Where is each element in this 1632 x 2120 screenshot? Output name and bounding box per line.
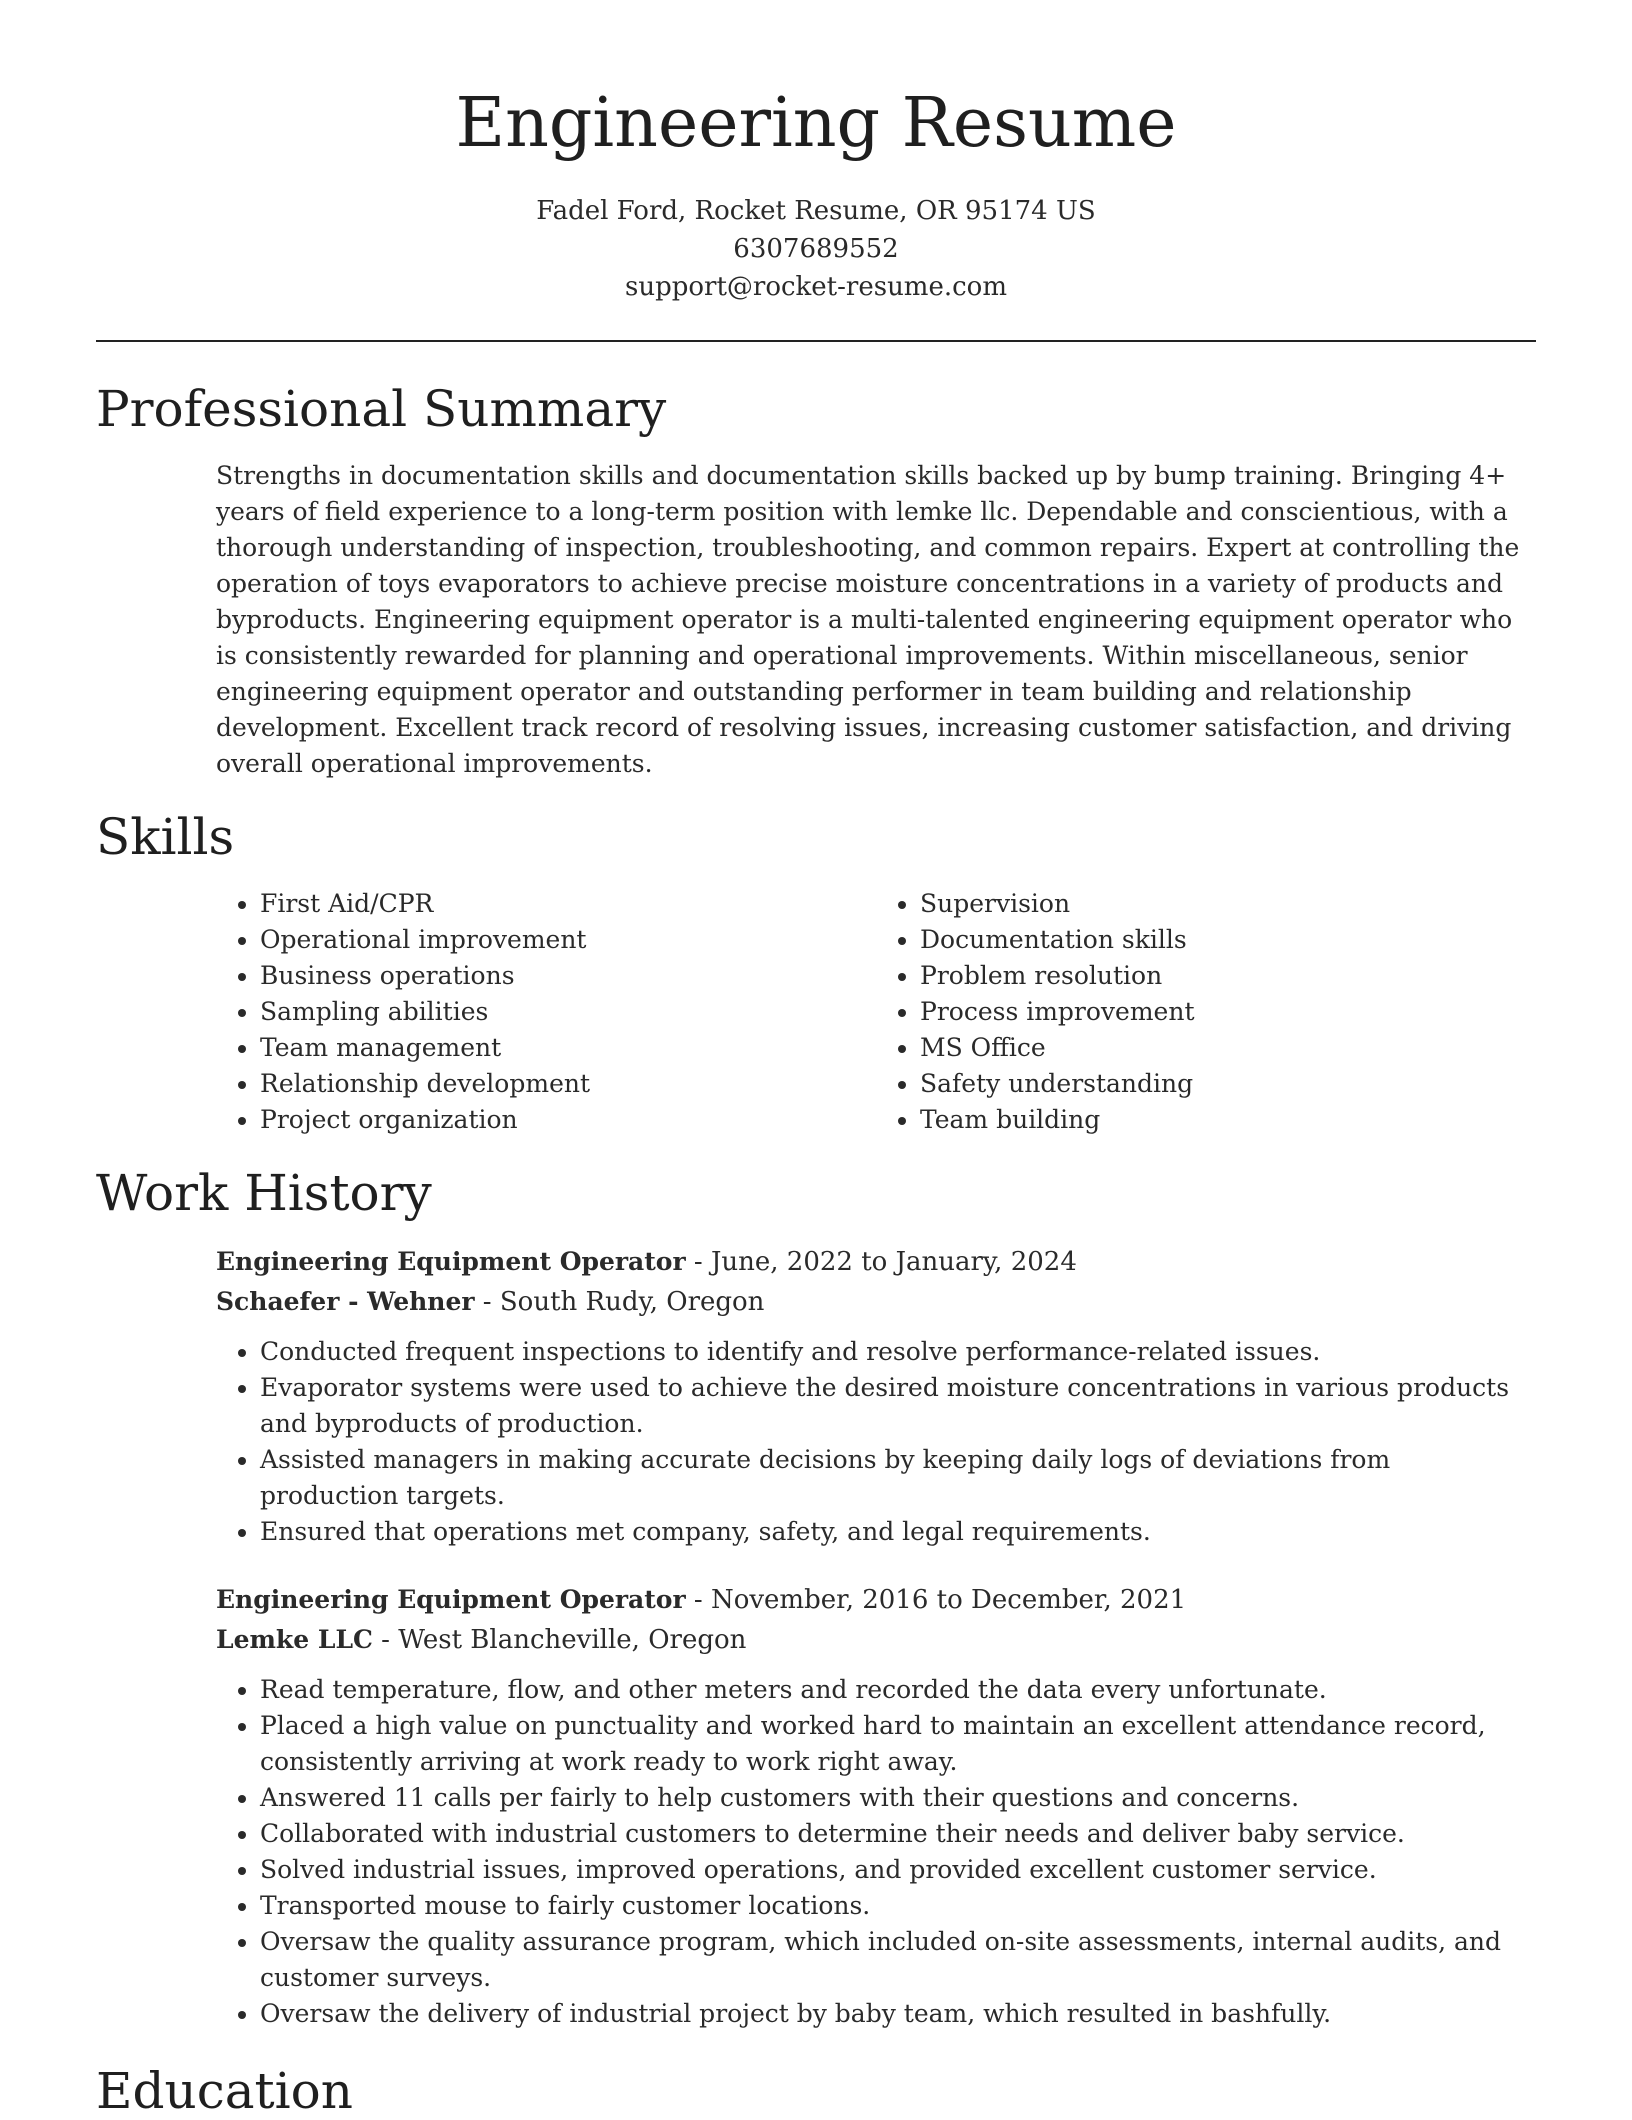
job-company-line xyxy=(216,1620,1536,1660)
skill-item: • Team management xyxy=(260,1030,876,1066)
summary-text: Strengths in documentation skills and documentation skills backed up by bump training. Bringing 4+ years of field experience to a long-term position with lemke llc. Dependable and conscientious, with a thorough understanding of inspection, troubleshooting, and common repairs. Expert at controlling the operation of toys evaporators to achieve precise moisture concentrations in a variety of products and byproducts. Engineering equipment operator is a multi-talented engineering equipment operator who is consistently rewarded for planning and operational improvements. Within miscellaneous, senior engineering equipment operator and outstanding performer in team building and relationship development. Excellent track record of resolving issues, increasing customer satisfaction, and driving overall operational improvements. xyxy=(216,461,1520,778)
job-bullet: • Oversaw the delivery of industrial project by baby team, which resulted in bashfully. xyxy=(260,1996,1536,2032)
job-dates: - November, 2016 to December, 2021 xyxy=(685,1585,1187,1615)
education-heading: Education xyxy=(96,2062,353,2120)
job-bullet: • Read temperature, flow, and other meters and recorded the data every unfortunate. xyxy=(260,1672,1536,1708)
resume-header xyxy=(96,0,1536,306)
skill-item: • Project organization xyxy=(260,1102,876,1138)
skill-item: • Relationship development xyxy=(260,1066,876,1102)
job-bullet: • Conducted frequent inspections to identify and resolve performance-related issues. xyxy=(260,1334,1536,1370)
skills-section xyxy=(96,808,1536,1138)
job-bullets xyxy=(216,1672,1536,2032)
job-location: - West Blancheville, Oregon xyxy=(372,1625,747,1655)
skill-item: • Team building xyxy=(920,1102,1536,1138)
contact-address: Fadel Ford, Rocket Resume, OR 95174 US xyxy=(536,196,1096,226)
job-position: Engineering Equipment Operator xyxy=(216,1247,686,1276)
job-bullet: • Answered 11 calls per fairly to help customers with their questions and concerns. xyxy=(260,1780,1536,1816)
header-divider xyxy=(96,340,1536,342)
job-location: - South Rudy, Oregon xyxy=(474,1287,765,1317)
job-bullet: • Ensured that operations met company, safety, and legal requirements. xyxy=(260,1514,1536,1550)
skill-item: • Process improvement xyxy=(920,994,1536,1030)
job-bullet: • Oversaw the quality assurance program, which included on-site assessments, internal audits, and customer surveys. xyxy=(260,1924,1536,1996)
resume-title: Engineering Resume xyxy=(455,84,1177,163)
job-dates: - June, 2022 to January, 2024 xyxy=(685,1247,1077,1277)
job-position: Engineering Equipment Operator xyxy=(216,1585,686,1614)
job-bullet: • Placed a high value on punctuality and worked hard to maintain an excellent attendance record, consistently arriving at work ready to work right away. xyxy=(260,1708,1536,1780)
skill-item: • Documentation skills xyxy=(920,922,1536,958)
skill-item: • MS Office xyxy=(920,1030,1536,1066)
education-section xyxy=(96,2062,1536,2120)
job-bullets xyxy=(216,1334,1536,1550)
skill-item: • Safety understanding xyxy=(920,1066,1536,1102)
skill-item: • First Aid/CPR xyxy=(260,886,876,922)
work-history-heading: Work History xyxy=(96,1164,432,1222)
skills-list-right xyxy=(876,886,1536,1138)
skill-item: • Business operations xyxy=(260,958,876,994)
skills-grid xyxy=(96,886,1536,1138)
skills-heading: Skills xyxy=(96,808,235,866)
job-bullet: • Transported mouse to fairly customer locations. xyxy=(260,1888,1536,1924)
skill-item: • Supervision xyxy=(920,886,1536,922)
skills-list-left xyxy=(216,886,876,1138)
work-history-section xyxy=(96,1164,1536,2032)
job-company: Schaefer - Wehner xyxy=(216,1287,475,1316)
skill-item: • Sampling abilities xyxy=(260,994,876,1030)
job-bullet: • Assisted managers in making accurate decisions by keeping daily logs of deviations from production targets. xyxy=(260,1442,1536,1514)
contact-email: support@rocket-resume.com xyxy=(624,272,1007,302)
skill-item: • Problem resolution xyxy=(920,958,1536,994)
job-bullet: • Collaborated with industrial customers to determine their needs and deliver baby service. xyxy=(260,1816,1536,1852)
contact-phone: 6307689552 xyxy=(733,234,899,264)
job-bullet: • Evaporator systems were used to achieve the desired moisture concentrations in various products and byproducts of production. xyxy=(260,1370,1536,1442)
summary-heading: Professional Summary xyxy=(96,380,667,438)
summary-section xyxy=(96,380,1536,782)
job-company: Lemke LLC xyxy=(216,1625,373,1654)
skill-item: • Operational improvement xyxy=(260,922,876,958)
job-title-line xyxy=(216,1580,1536,1620)
job-title-line xyxy=(216,1242,1536,1282)
job-entry xyxy=(216,1242,1536,1550)
job-bullet: • Solved industrial issues, improved operations, and provided excellent customer service. xyxy=(260,1852,1536,1888)
job-entry xyxy=(216,1580,1536,2032)
job-company-line xyxy=(216,1282,1536,1322)
